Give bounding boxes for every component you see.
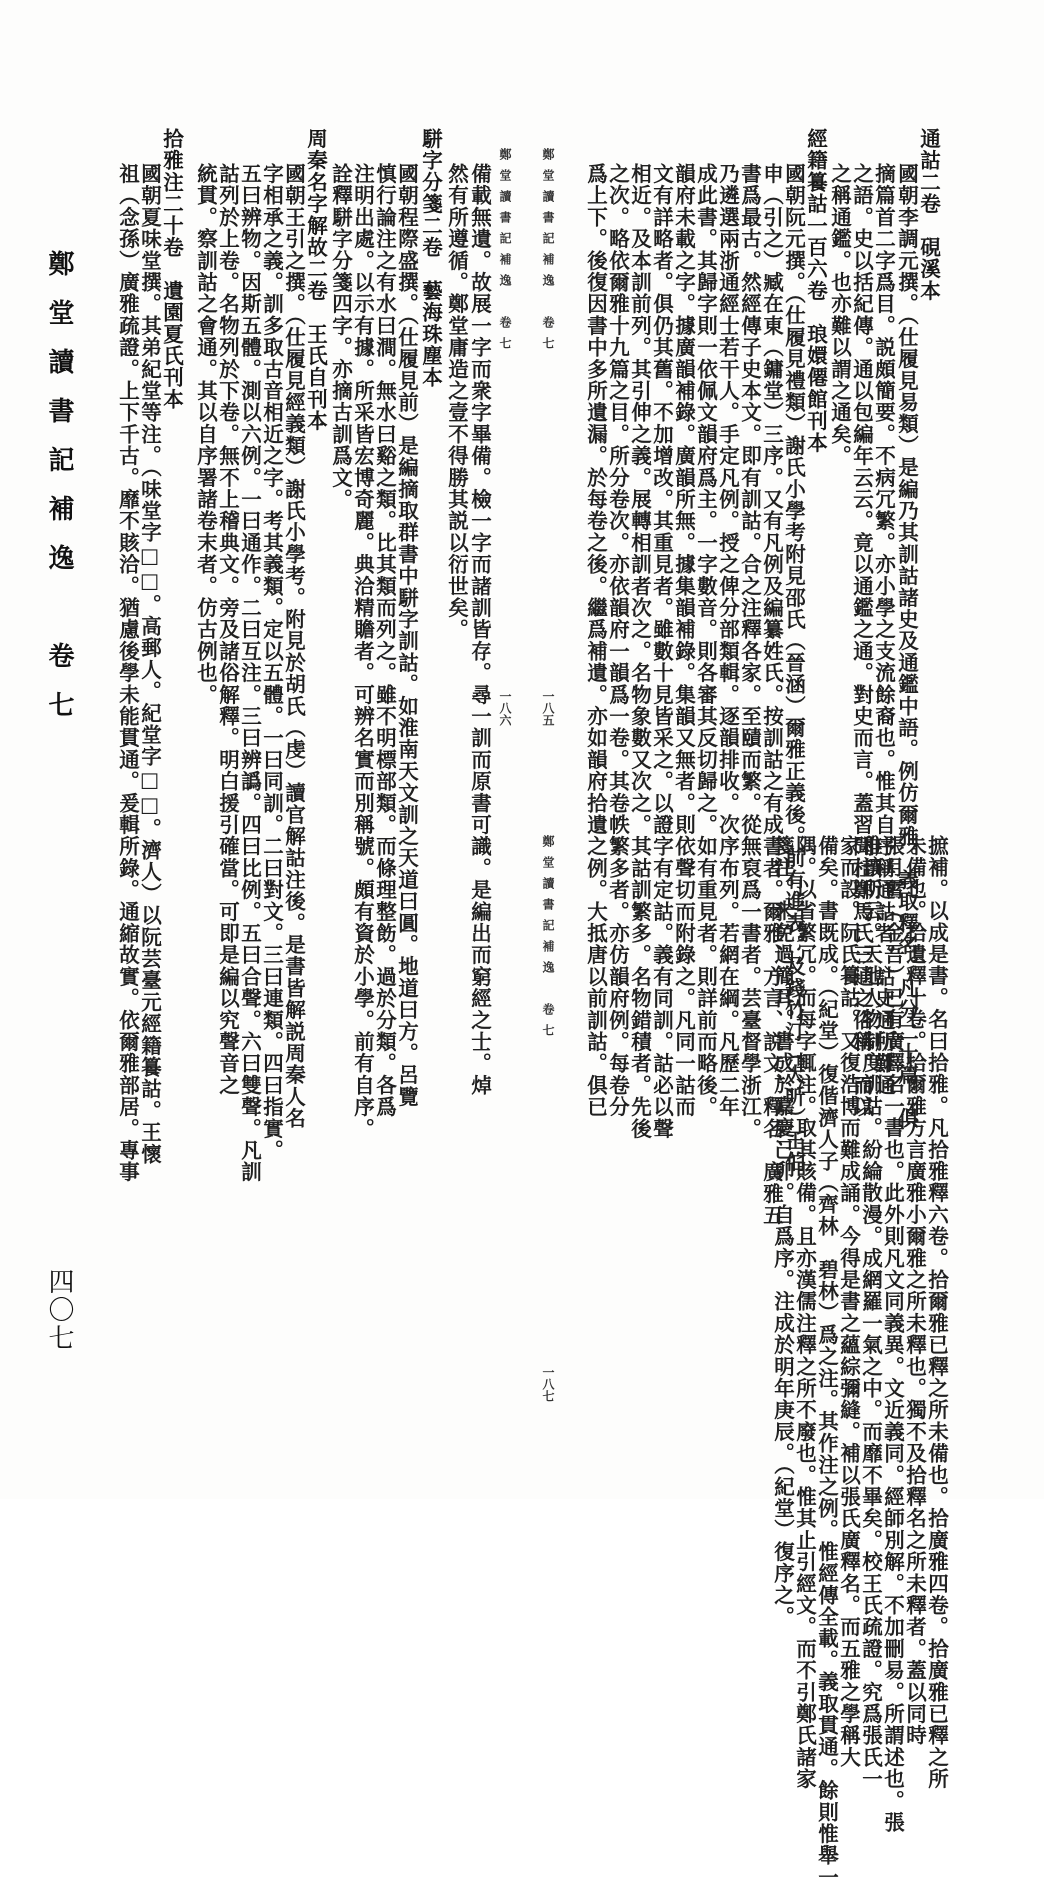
- text-column: 摭補。以成是書。名曰拾雅。凡拾雅釋六卷。拾爾雅已釋之所未備也。拾廣雅四卷。拾廣雅已釋之所: [924, 835, 949, 1790]
- folio-number: 一八六: [498, 690, 512, 726]
- text-column: 爲上下。後復因書中多所遺漏。於每卷之後。繼爲補遺。亦如韻府拾遺之例。大抵唐以前訓詁。俱已: [583, 163, 608, 1118]
- running-header: 鄭堂讀書記補逸 卷七: [541, 835, 555, 1045]
- text-column: 祖（念孫）廣雅疏證。上下千古。靡不賅洽。猶慮後學未能貫通。爰輯所錄。通縮故實。依爾雅部居。專事: [115, 163, 140, 1183]
- text-column: 書爲最古。然經傳子史本文。即有訓詁。合之注釋各家。至賾而繁。從無裒爲一書者。芸臺督學浙江。: [737, 163, 762, 1140]
- text-column: 之次。略依爾雅十九篇之目。所分卷次。亦依韻府一韻爲一卷。其卷帙繁多者。亦仿韻府例。每卷分: [605, 163, 630, 1118]
- text-column: 摘篇首二字爲目。説頗簡要。不病冗繁。亦小學之支流餘裔也。惟其自序稱通詁者。詁史通所難通: [871, 163, 896, 1097]
- spine-title: 鄭堂讀書記補逸 卷七: [44, 250, 74, 740]
- text-column: 成此書。其歸字則一依佩文韻府爲主。一字數音。則各審其反切歸之。如有重見者。則詳前而略後。: [693, 163, 718, 1118]
- text-column: 統貫。察訓詁之會通。其以自序署諸卷末者。仿古例也。: [193, 163, 218, 706]
- text-column: 未備也。拾遺釋十卷。拾爾雅方言廣雅小爾雅之所未釋也。獨不及拾釋名之所未釋者。蓋以同時: [902, 835, 927, 1747]
- text-column: 稚讓所云。天地人物制度訓詁。紛綸散漫。成網羅一氣之中。而靡不畢矣。校王氏疏證。究爲張氏一: [858, 835, 883, 1790]
- text-column: 文有詳略者。俱仍其舊。不加增改。其重見者。雖數十見皆采之。以證字有定詁。義有同訓。詁必以聲: [649, 163, 674, 1140]
- text-column: 之稱通鑑。也亦難以謂之通矣。: [827, 163, 852, 467]
- text-column: 國朝李調元撰。（仕履見易類）是編乃其訓詁諸史及通鑑中語。例仿爾雅。義取釋名。凡分二十篇。俱: [894, 163, 919, 1130]
- text-column: 國朝王引之撰。（仕履見經義類）謝氏小學考。附見於胡氏（虔）讀官解詁注後。是書皆解説周秦人名: [281, 163, 306, 1130]
- text-column: 箋注。未免過簡耳。書成於嘉慶己卯。自爲序。注成於明年庚辰。（紀堂）復序之。: [770, 835, 795, 1628]
- text-column: 五曰辨物。因斯五體。測以六例。一曰通作。二曰互注。三曰辨譌。四曰比例。五曰合聲。六曰雙聲。凡訓: [237, 163, 262, 1183]
- entry-title-shiya-zhu: 拾雅注二十卷 遺園夏氏刊本: [159, 128, 184, 411]
- running-header: 鄭堂讀書記補逸 卷七: [498, 148, 512, 358]
- text-column: 相近。及本訓前列。其引伸之義。展轉相訓者次之。名物象數又次之。其詁訓繁多。名物錯積者。先後: [627, 163, 652, 1140]
- folio-number: 一八五: [541, 690, 555, 726]
- text-column: 備載無遺。故展一字而衆字畢備。檢一字而諸訓皆存。尋一訓而原書可識。是編出而窮經之士。焯: [467, 163, 492, 1097]
- text-column: 備矣。書既成。（紀堂）復偕濟人子（齊林 碧林）爲之注。其作注之例。惟經傳全載。義取貫通。餘則惟舉一: [814, 835, 839, 1888]
- entry-title-tonggu: 通詁二卷 硯溪本: [916, 128, 941, 302]
- entry-title-pianzi-fenjian: 駢字分箋二卷 藝海珠塵本: [418, 128, 443, 389]
- text-column: 隅。以省繁冗。而每字輒注。取其賅備。且亦漢儒注釋之所不廢也。惟其止引經文。而不引鄭氏諸家: [792, 835, 817, 1790]
- text-column: 國朝夏味堂撰。其弟紀堂等注。（味堂字□□。高郵人。紀堂字□□。濟人）以阮芸臺元經籍籑詁。王懷: [137, 163, 162, 1165]
- entry-title-zhouqin-mingzi: 周秦名字解故二卷 王氏自刊本: [303, 128, 328, 432]
- entry-title-jingji-zhuangu: 經籍籑詁一百六卷 琅嬛僊館刊本: [803, 128, 828, 454]
- text-column: 國朝程際盛撰。（仕履見前）是編摘取群書中駢字訓詁。如淮南天文訓之天道曰圓。地道曰方。呂覽: [394, 163, 419, 1108]
- running-header: 鄭堂讀書記補逸 卷七: [541, 148, 555, 358]
- text-column: 之語。史以括紀傳。通以包編年云云。竟以通鑑之通。對史而言。蓋習聞杜鄭馬氏三通之俗稱。而以: [849, 163, 874, 1118]
- text-column: 詁列於上卷。名物列於下卷。無不上稽典文。旁及諸俗解釋。明白援引確當。可即是編以究聲音之: [215, 163, 240, 1097]
- text-column: 韻府未載之字。據廣韻補錄。廣韻所無。據集韻補錄。集韻又無者。則依聲切而附錄之。凡同一詁而: [671, 163, 696, 1118]
- text-column: 家而設。阮氏籑詁。又復浩博而難成誦。今得是書之蘊綜彌縫。補以張氏廣釋名。而五雅之學稱大: [836, 835, 861, 1769]
- text-column: 乃遴選兩浙通經士若干人。手定凡例。授之俾分部類輯。逐韻排收。次序布列。若網在綱。凡歷二年: [715, 163, 740, 1118]
- text-column: 張月霄（金吾）已有廣釋名一書也。此外則凡文同義異。文近義同。經師別解。不加刪易。所謂述也。張: [880, 835, 905, 1834]
- text-column: 國朝阮元撰。（仕履見禮類）謝氏小學考附見邵氏（晉涵）爾雅正義後。前有進表。及錢竹汀（大昕）王伯: [781, 163, 806, 1173]
- text-column: 字相承之義。訓多取古音相近之字。考其義類。定以五體。一曰同訓。二曰對文。三曰連類。四曰指實。: [259, 163, 284, 1162]
- text-column: 慎行論注之有水曰澗。無水曰谿之類。比其類而列之。雖不明標部類。而條理整飭。過於分類。各爲: [372, 163, 397, 1118]
- text-column: 詮釋駢字分箋四字。亦摘古訓爲文。: [328, 163, 353, 511]
- spine-page-number: 四〇七: [44, 1268, 74, 1352]
- text-column: 注明出處。以示有據。所采皆宏博奇麗。典洽精贍者。可辨名實而別稱號。頗有資於小學。前有自序。: [350, 163, 375, 1140]
- text-column: 然有所遵循。鄭堂庸造之壹不得勝其説以衍世矣。: [444, 163, 469, 641]
- text-column: 申（引之）臧在東（鏞堂）三序。又有凡例及編纂姓氏。按訓詁之有成書者。爾雅、方言、説文、釋名、廣雅五: [759, 163, 784, 1227]
- folio-number: 一八七: [541, 1366, 555, 1402]
